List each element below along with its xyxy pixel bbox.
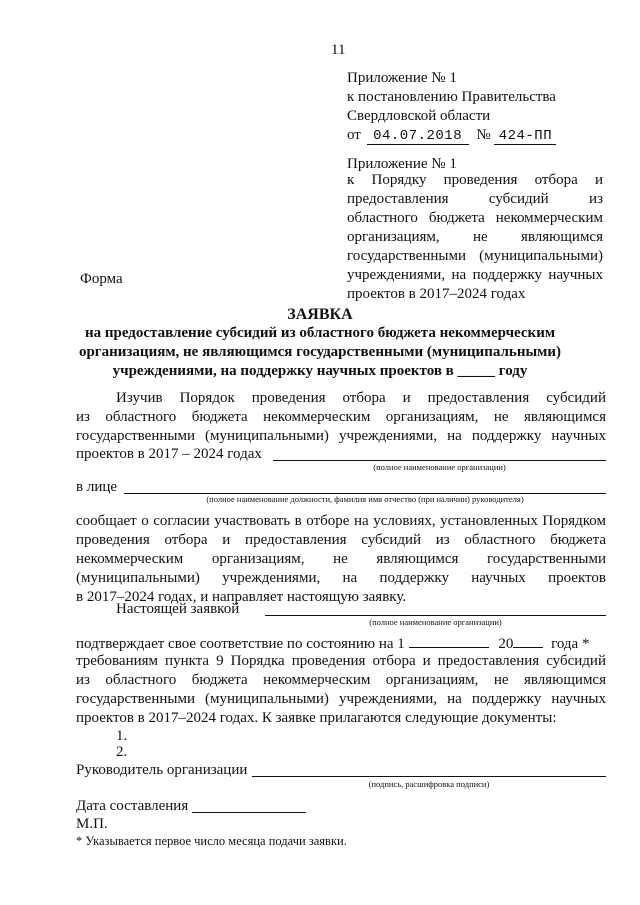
form-label: Форма <box>80 271 123 287</box>
appendix2-line: организациям, не являющимся <box>347 229 603 245</box>
footnote: * Указывается первое число месяца подачи заявки. <box>76 834 347 848</box>
date-value: 04.07.2018 <box>367 128 469 145</box>
para2-line-1: сообщает о согласии участвовать в отборе на условиях, установленных Порядком <box>76 513 606 529</box>
para2-line-2: проведения отбора и предоставления субсидий из областного бюджета <box>76 532 606 548</box>
present-label: Настоящей заявкой <box>116 601 240 617</box>
para1-line-1-wrap <box>116 389 606 408</box>
para3-line-2: требованиям пункта 9 Порядка проведения отбора и предоставления субсидий <box>76 653 606 669</box>
para3-line-3: из областного бюджета некоммерческим организациям, не являющимся <box>76 672 606 688</box>
date-compiled-label: Дата составления <box>76 798 189 814</box>
title-line-3: учреждениями, на поддержку научных проектов в _____ году <box>112 363 528 379</box>
page-number: 11 <box>331 42 346 58</box>
appendix2-line: государственными (муниципальными) <box>347 248 603 264</box>
seal-label: М.П. <box>76 816 108 832</box>
appendix2-line: к Порядку проведения отбора и <box>347 172 603 188</box>
para3-line-1 <box>76 633 606 653</box>
para3-text-a: подтверждает свое соответствие по состоянию на 1 <box>76 636 405 652</box>
para1-line-2: из областного бюджета некоммерческим организациям, не являющимся <box>76 409 606 425</box>
appendix2-title: Приложение № 1 <box>347 156 457 172</box>
appendix2-line: областного бюджета некоммерческим <box>347 210 603 226</box>
para1-line-3: государственными (муниципальными) учреждениями, на поддержку научных <box>76 428 606 444</box>
document-title: ЗАЯВКА <box>287 306 353 323</box>
para1-line-1: Изучив Порядок проведения отбора и предоставления субсидий <box>116 390 606 406</box>
para2-line-4: (муниципальными) учреждениями, на поддержку научных проектов <box>76 570 606 586</box>
org-name-blank[interactable] <box>273 444 606 461</box>
appendix-line-3: Свердловской области <box>347 108 491 124</box>
para3-line-5: проектов в 2017–2024 годах. К заявке прилагаются следующие документы: <box>76 710 557 726</box>
number-label: № <box>476 127 491 143</box>
signature-blank[interactable] <box>252 760 606 777</box>
signature-caption: (подпись, расшифровка подписи) <box>368 779 490 789</box>
appendix2-line: предоставления субсидий из <box>347 191 603 207</box>
para2-line-3: некоммерческим организациям, не являющимся государственными <box>76 551 606 567</box>
list-item: 2. <box>116 744 128 760</box>
appendix2-line: учреждениями, на поддержку научных <box>347 267 603 283</box>
head-label: Руководитель организации <box>76 762 248 778</box>
in-person-label: в лице <box>76 479 118 495</box>
year-blank[interactable] <box>513 633 543 648</box>
date-compiled-blank[interactable] <box>192 796 306 813</box>
representative-blank[interactable] <box>124 477 606 494</box>
appendix-date-row <box>347 127 556 145</box>
title-line-2: организациям, не являющимся государственными (муниципальными) <box>78 344 562 360</box>
date-prefix: от <box>347 127 361 143</box>
para3 <box>76 652 606 728</box>
para3-line-4: государственными (муниципальными) учреждениями, на поддержку научных <box>76 691 606 707</box>
representative-caption: (полное наименование должности, фамилия имя отчество (при наличии) руководителя) <box>206 494 524 504</box>
present-org-blank[interactable] <box>265 599 606 616</box>
para1-lines <box>76 408 606 446</box>
appendix2-text <box>347 171 603 304</box>
appendix-line-2: к постановлению Правительства <box>347 89 556 105</box>
appendix2-line: проектов в 2017–2024 годах <box>347 286 526 302</box>
para1-line-4: проектов в 2017 – 2024 годах <box>76 446 262 462</box>
para3-year-prefix: 20 <box>498 636 514 652</box>
para2 <box>76 512 606 607</box>
para3-text-c: года * <box>551 636 590 652</box>
day-month-blank[interactable] <box>409 633 489 648</box>
appendix-title: Приложение № 1 <box>347 70 457 86</box>
org-name-caption: (полное наименование организации) <box>373 462 506 472</box>
list-item: 1. <box>116 728 128 744</box>
para2-line-5: в 2017–2024 годах, и направляет настоящую заявку. <box>76 589 407 605</box>
number-value: 424-ПП <box>494 128 556 145</box>
title-line-1: на предоставление субсидий из областного бюджета некоммерческим <box>84 325 556 341</box>
present-org-caption: (полное наименование организации) <box>369 617 502 627</box>
